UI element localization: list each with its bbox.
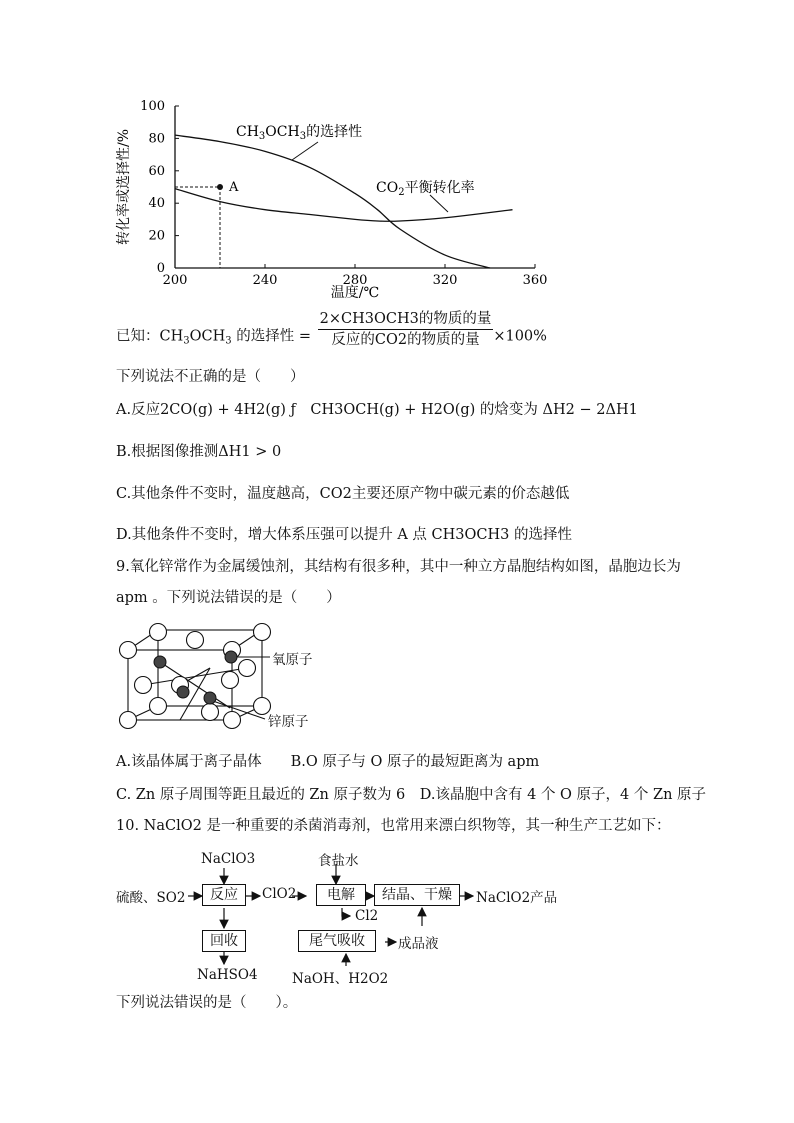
oxygen-atom <box>177 686 189 698</box>
fraction-numerator: 2×CH3OCH3的物质的量 <box>318 309 494 330</box>
q9-stem-line2: apm 。下列说法错误的是（ ） <box>116 590 341 606</box>
zinc-label: 锌原子 <box>268 714 309 730</box>
oxygen-label: 氧原子 <box>272 652 313 668</box>
q8-option-d: D.其他条件不变时，增大体系压强可以提升 A 点 CH3OCH3 的选择性 <box>116 527 572 543</box>
dme-label-leader <box>292 142 318 160</box>
conversion-selectivity-chart <box>0 0 794 310</box>
crystallize-dry-box: 结晶、干燥 <box>374 884 460 906</box>
zinc-atom <box>135 677 152 694</box>
zinc-atom <box>120 712 137 729</box>
crystal-cell-diagram <box>110 620 350 735</box>
oxygen-atom <box>204 692 216 704</box>
q9-options-ab: A.该晶体属于离子晶体 B.O 原子与 O 原子的最短距离为 apm <box>116 754 540 770</box>
point-a-label: A <box>229 180 239 195</box>
q8-question: 下列说法不正确的是（ ） <box>116 369 305 385</box>
reaction-box: 反应 <box>202 884 246 906</box>
y-tick-label: 60 <box>148 163 165 179</box>
input-naclo3: NaClO3 <box>201 851 256 867</box>
q8-option-b: B.根据图像推测ΔH1 > 0 <box>116 444 282 460</box>
q10-stem: 10. NaClO2 是一种重要的杀菌消毒剂，也常用来漂白织物等，其一种生产工艺如下： <box>116 818 671 834</box>
q10-question: 下列说法错误的是（ ）。 <box>116 995 298 1011</box>
x-tick-label: 240 <box>252 273 278 288</box>
x-axis-label: 温度/℃ <box>330 285 380 301</box>
zinc-atom <box>187 632 204 649</box>
x-tick-label: 320 <box>432 273 458 288</box>
input-acid-so2: 硫酸、SO2 <box>116 890 186 906</box>
zinc-atom <box>150 698 167 715</box>
zinc-atom <box>120 642 137 659</box>
zinc-atom <box>222 672 239 689</box>
product-label: NaClO2产品 <box>476 890 558 906</box>
point-a-marker <box>217 184 223 190</box>
cl2-label: Cl2 <box>355 908 379 924</box>
zinc-atom <box>254 624 271 641</box>
x-tick-label: 360 <box>522 273 548 288</box>
co2-conversion-label: $CO_2$平衡转化率 <box>376 180 475 198</box>
q9-options-cd: C. Zn 原子周围等距且最近的 Zn 原子数为 6 D.该晶胞中含有 4 个 O 原子，4 个 Zn 原子 <box>116 787 707 803</box>
y-axis-label: 转化率或选择性/% <box>116 128 132 246</box>
clo2-label: ClO2 <box>262 886 297 902</box>
solution-label: 成品液 <box>398 936 439 952</box>
naoh-h2o2-label: NaOH、H2O2 <box>292 971 389 987</box>
zinc-atom <box>202 704 219 721</box>
co2-label-leader <box>430 195 448 212</box>
zinc-atom <box>239 660 256 677</box>
x-tick-label: 200 <box>162 273 188 288</box>
input-brine: 食盐水 <box>318 853 359 869</box>
oxygen-atom <box>154 656 166 668</box>
y-tick-label: 0 <box>156 261 165 276</box>
oxygen-atom <box>225 651 237 663</box>
q8-option-c: C.其他条件不变时，温度越高，CO2主要还原产物中碳元素的价态越低 <box>116 486 570 502</box>
dme-selectivity-label: $CH_3OCH_3$的选择性 <box>236 124 363 142</box>
selectivity-definition: 已知：$CH_3OCH_3$ 的选择性 = $\frac{\text{2×CH3OCH3的物质的量}}{\text{反应的CO2的物质的量}}$ ×100% <box>116 311 547 348</box>
y-tick-label: 20 <box>148 228 165 244</box>
q9-stem-line1: 9.氧化锌常作为金属缓蚀剂，其结构有很多种，其中一种立方晶胞结构如图，晶胞边长为 <box>116 559 681 575</box>
electrolysis-box: 电解 <box>316 884 366 906</box>
zinc-atom <box>224 712 241 729</box>
y-tick-label: 80 <box>148 131 165 147</box>
y-tick-label: 100 <box>140 99 165 114</box>
x-tick-label: 280 <box>342 273 368 288</box>
tail-gas-box: 尾气吸收 <box>298 930 376 952</box>
recover-box: 回收 <box>202 930 246 952</box>
nahso4-label: NaHSO4 <box>197 967 258 983</box>
q8-option-a: A.反应2CO(g) + 4H2(g) ƒ CH3OCH(g) + H2O(g) 的焓变为 ΔH2 − 2ΔH1 <box>116 402 638 418</box>
zinc-atom <box>150 624 167 641</box>
y-tick-label: 40 <box>148 196 165 212</box>
fraction-denominator: 反应的CO2的物质的量 <box>331 332 480 348</box>
